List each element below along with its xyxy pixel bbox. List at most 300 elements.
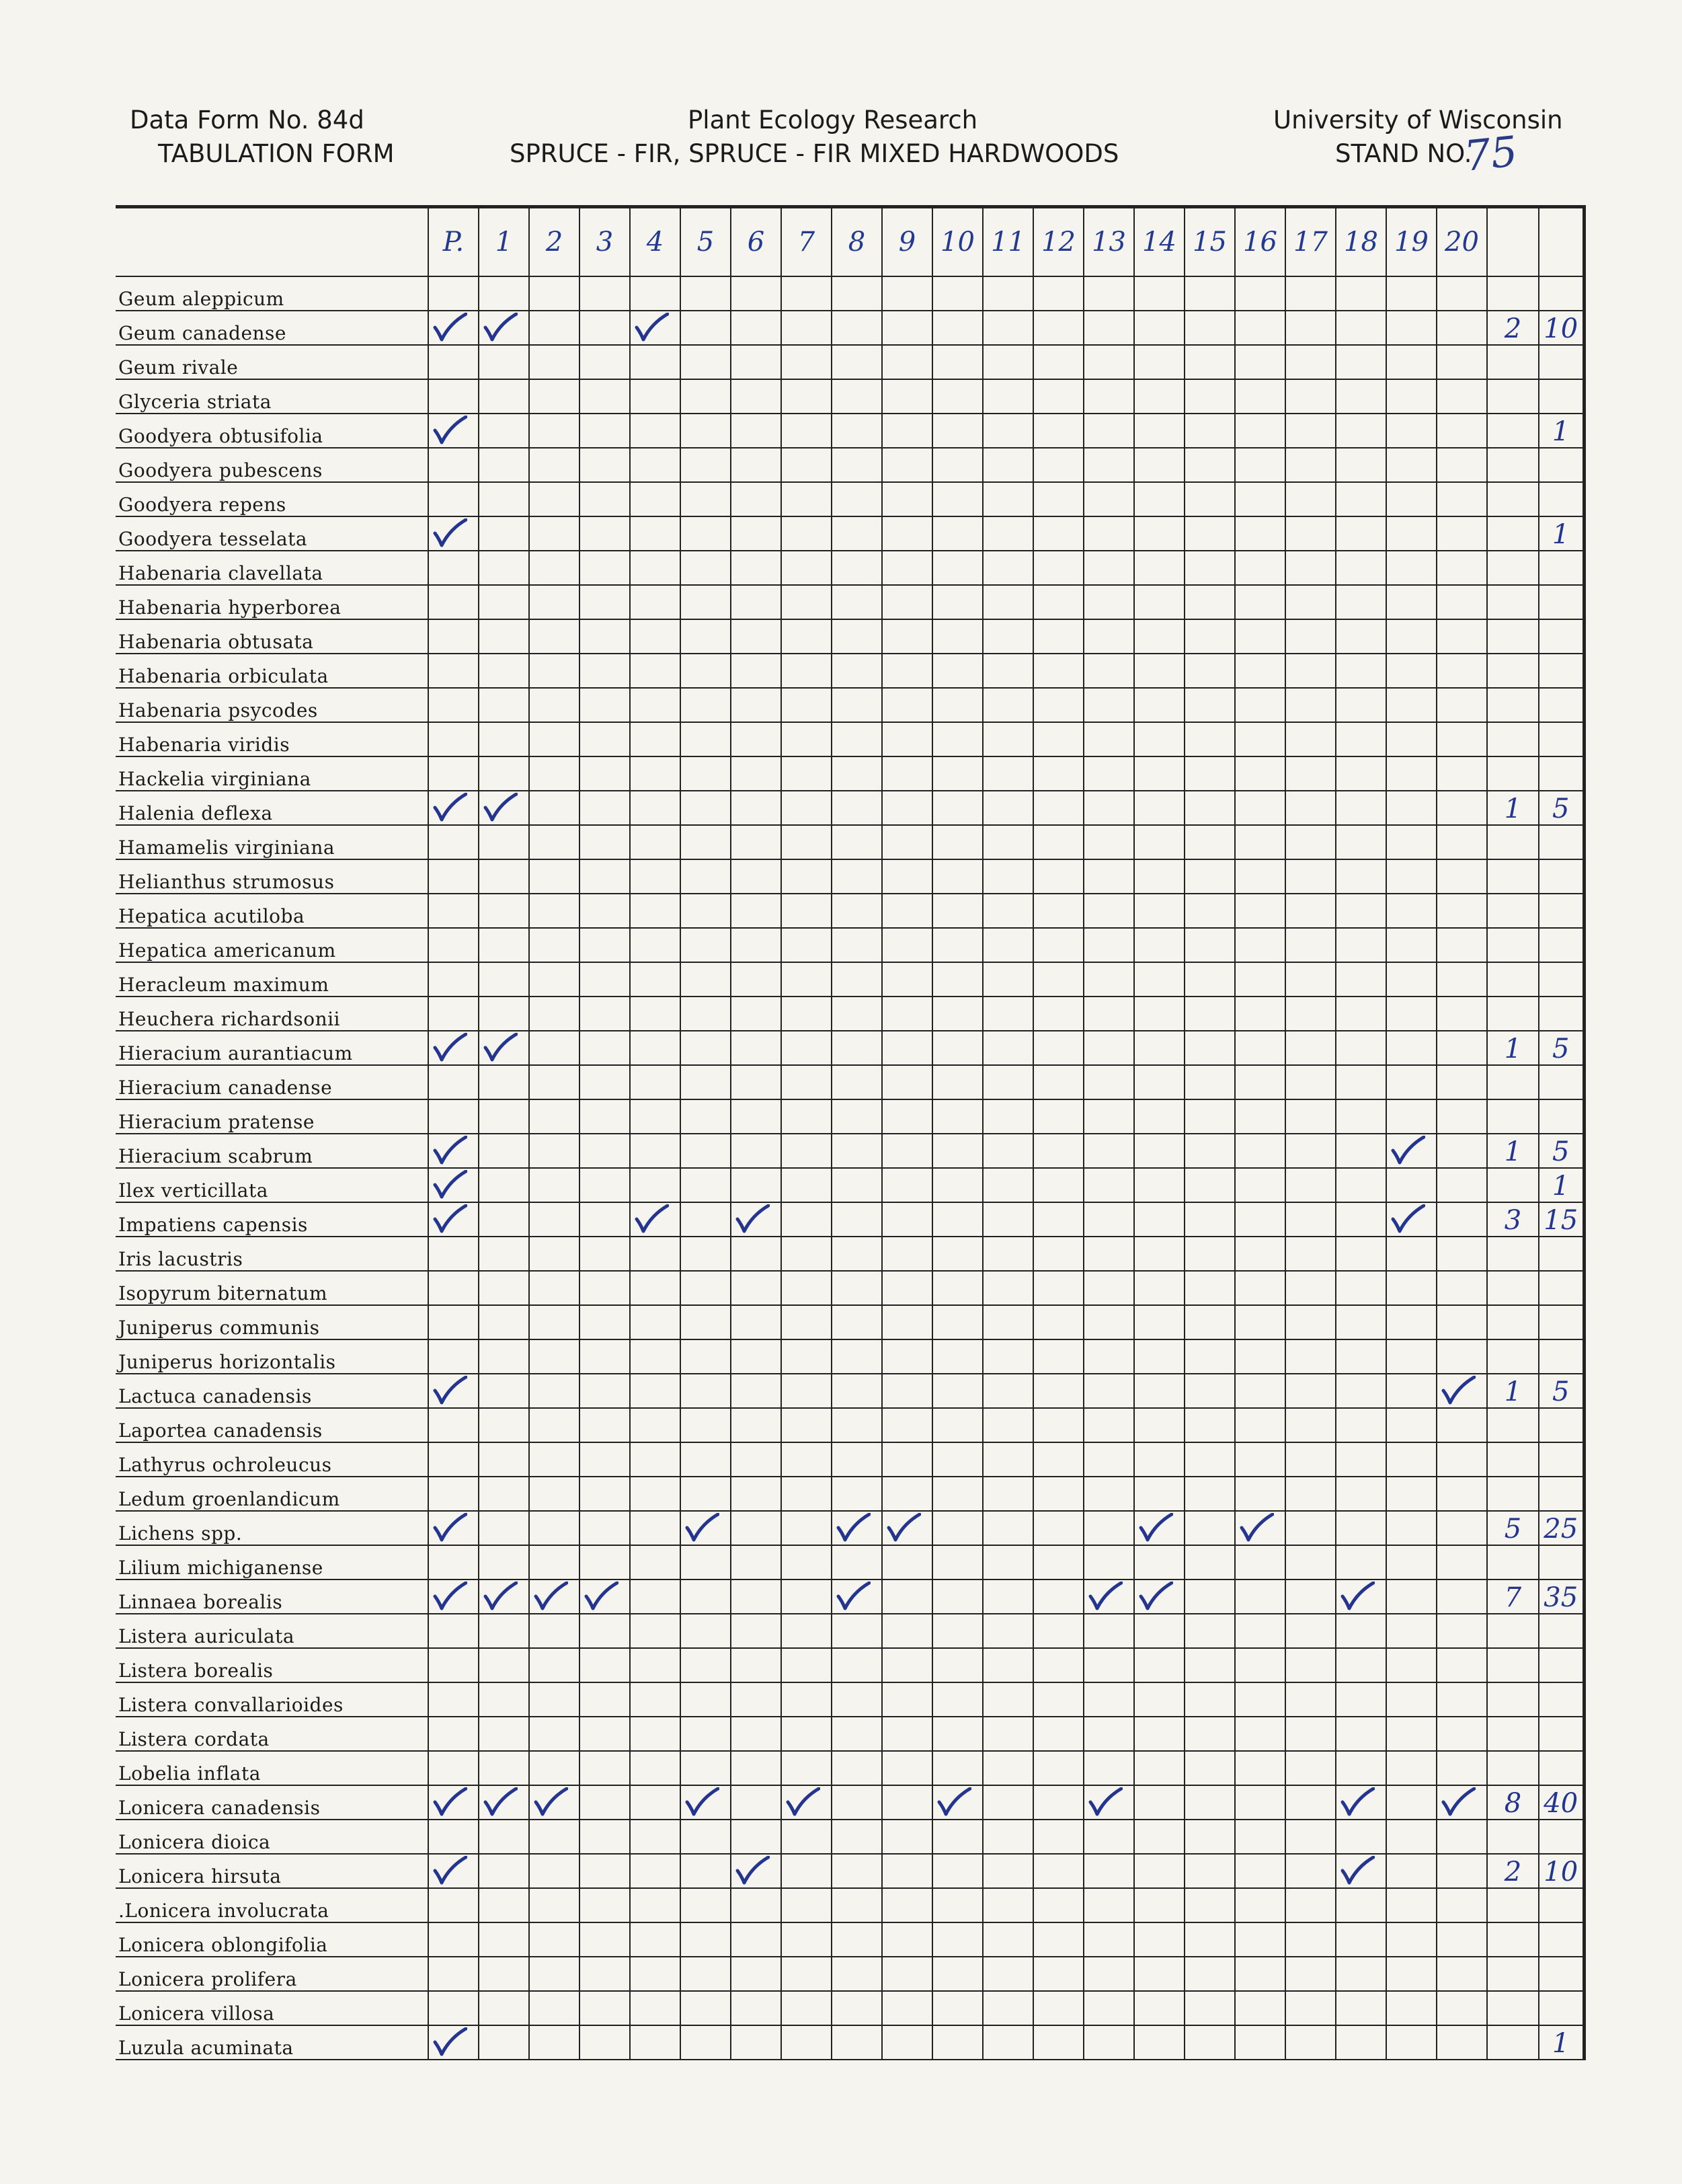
plot-cell: [1185, 997, 1235, 1031]
plot-cell: [479, 2025, 529, 2060]
plot-cell: [579, 1991, 630, 2025]
plot-cell: [428, 1957, 479, 1991]
plot-cell: [932, 1614, 983, 1648]
plot-cell: [680, 1922, 731, 1957]
plot-cell: [1185, 962, 1235, 997]
plot-cell: [579, 482, 630, 516]
plot-cell: [882, 619, 932, 654]
plot-cell: [1084, 1682, 1134, 1717]
plot-cell: [630, 1751, 680, 1785]
occurrence-count: [1487, 722, 1539, 756]
plot-cell: [882, 1717, 932, 1751]
plot-cell: [731, 1031, 781, 1065]
plot-cell: [1235, 482, 1285, 516]
frequency-percent: [1539, 1991, 1584, 2025]
plot-cell: [1185, 1751, 1235, 1785]
plot-cell: [1235, 516, 1285, 551]
plot-cell: [1134, 1957, 1185, 1991]
plot-cell: [832, 1477, 882, 1511]
plot-cell: [1084, 859, 1134, 894]
plot-cell: [781, 516, 832, 551]
frequency-percent: [1539, 345, 1584, 379]
plot-cell: [630, 1305, 680, 1339]
plot-cell: [731, 1854, 781, 1888]
plot-cell: [1185, 482, 1235, 516]
plot-cell: [1033, 1854, 1084, 1888]
plot-cell: [781, 1922, 832, 1957]
stand-number-label: STAND NO.: [1335, 139, 1472, 168]
plot-cell: [1336, 1648, 1386, 1682]
plot-cell: [983, 1922, 1033, 1957]
plot-cell: [983, 928, 1033, 962]
plot-cell: [932, 791, 983, 825]
plot-cell: [1437, 551, 1487, 585]
occurrence-count: [1487, 482, 1539, 516]
plot-cell: [1437, 1854, 1487, 1888]
plot-cell: [1336, 585, 1386, 619]
plot-cell: [781, 276, 832, 311]
plot-cell: [983, 859, 1033, 894]
plot-cell: [1386, 414, 1437, 448]
plot-cell: [1235, 1237, 1285, 1271]
plot-cell: [1386, 928, 1437, 962]
plot-cell: [1336, 1922, 1386, 1957]
plot-cell: [1235, 448, 1285, 482]
plot-cell: [832, 2025, 882, 2060]
plot-cell: [579, 722, 630, 756]
plot-cell: [1235, 756, 1285, 791]
plot-column-header: 3: [579, 207, 630, 277]
plot-cell: [1386, 1580, 1437, 1614]
plot-cell: [680, 1648, 731, 1682]
plot-cell: [932, 1580, 983, 1614]
plot-cell: [428, 1682, 479, 1717]
plot-cell: [680, 311, 731, 345]
plot-cell: [428, 482, 479, 516]
plot-cell: [579, 1854, 630, 1888]
checkmark-icon: [483, 313, 518, 342]
plot-column-header: 19: [1386, 207, 1437, 277]
university-name: University of Wisconsin: [1273, 106, 1563, 134]
plot-cell: [882, 1751, 932, 1785]
plot-cell: [428, 551, 479, 585]
checkmark-icon: [432, 416, 467, 445]
species-row: [116, 1957, 1584, 1991]
plot-cell: [1386, 1614, 1437, 1648]
plot-cell: [983, 1374, 1033, 1408]
plot-cell: [1386, 1888, 1437, 1922]
plot-cell: [1437, 894, 1487, 928]
plot-cell: [1336, 1168, 1386, 1202]
form-type: TABULATION FORM: [158, 139, 395, 168]
plot-column-header: 2: [529, 207, 579, 277]
plot-cell: [630, 482, 680, 516]
species-name: Lichens spp.: [116, 1511, 428, 1545]
plot-cell: [932, 1237, 983, 1271]
plot-cell: [479, 962, 529, 997]
plot-cell: [1285, 1477, 1336, 1511]
plot-cell: [1285, 1991, 1336, 2025]
species-name: .Lonicera involucrata: [116, 1888, 428, 1922]
plot-cell: [731, 1717, 781, 1751]
plot-cell: [882, 516, 932, 551]
plot-cell: [1134, 1031, 1185, 1065]
plot-cell: [1235, 1477, 1285, 1511]
plot-cell: [428, 1168, 479, 1202]
plot-cell: [1386, 1991, 1437, 2025]
plot-cell: [428, 791, 479, 825]
plot-cell: [529, 1511, 579, 1545]
plot-cell: [630, 859, 680, 894]
checkmark-icon: [634, 313, 669, 342]
species-row: [116, 1031, 1584, 1065]
plot-cell: [529, 1957, 579, 1991]
plot-cell: [1134, 1888, 1185, 1922]
plot-cell: [579, 1477, 630, 1511]
plot-cell: [882, 414, 932, 448]
plot-cell: [1235, 619, 1285, 654]
species-name: Hepatica acutiloba: [116, 894, 428, 928]
plot-cell: [1336, 414, 1386, 448]
plot-cell: [731, 1374, 781, 1408]
plot-cell: [731, 448, 781, 482]
plot-cell: [932, 928, 983, 962]
plot-cell: [529, 894, 579, 928]
plot-cell: [579, 1888, 630, 1922]
plot-cell: [882, 962, 932, 997]
plot-cell: [428, 2025, 479, 2060]
plot-cell: [479, 688, 529, 722]
plot-cell: [781, 1237, 832, 1271]
plot-cell: [882, 311, 932, 345]
plot-cell: [680, 1031, 731, 1065]
plot-cell: [731, 1408, 781, 1442]
plot-cell: [1386, 1408, 1437, 1442]
plot-cell: [731, 2025, 781, 2060]
plot-cell: [932, 619, 983, 654]
plot-cell: [1285, 1717, 1336, 1751]
plot-cell: [1336, 1545, 1386, 1580]
plot-cell: [1235, 1271, 1285, 1305]
plot-cell: [630, 585, 680, 619]
plot-cell: [731, 962, 781, 997]
plot-cell: [1185, 2025, 1235, 2060]
plot-cell: [1285, 379, 1336, 414]
species-row: [116, 928, 1584, 962]
plot-cell: [630, 1134, 680, 1168]
plot-cell: [1235, 1922, 1285, 1957]
plot-cell: [1084, 1305, 1134, 1339]
plot-cell: [479, 276, 529, 311]
plot-cell: [1437, 1477, 1487, 1511]
plot-cell: [579, 1134, 630, 1168]
plot-cell: [1437, 688, 1487, 722]
plot-cell: [1033, 894, 1084, 928]
plot-cell: [1285, 1099, 1336, 1134]
plot-cell: [832, 1099, 882, 1134]
plot-cell: [579, 1339, 630, 1374]
species-row: [116, 1202, 1584, 1237]
occurrence-count: 8: [1487, 1785, 1539, 1820]
species-row: [116, 1991, 1584, 2025]
plot-cell: [983, 1545, 1033, 1580]
plot-cell: [1084, 1854, 1134, 1888]
species-row: [116, 276, 1584, 311]
plot-cell: [1185, 1785, 1235, 1820]
plot-cell: [529, 1237, 579, 1271]
plot-cell: [1235, 585, 1285, 619]
plot-column-header: 13: [1084, 207, 1134, 277]
species-row: [116, 311, 1584, 345]
frequency-percent: [1539, 1477, 1584, 1511]
plot-cell: [1437, 1237, 1487, 1271]
plot-cell: [428, 1820, 479, 1854]
species-name: Goodyera tesselata: [116, 516, 428, 551]
plot-cell: [428, 1237, 479, 1271]
plot-cell: [479, 1202, 529, 1237]
plot-cell: [479, 311, 529, 345]
plot-cell: [1437, 1922, 1487, 1957]
plot-cell: [630, 1717, 680, 1751]
plot-cell: [1336, 1991, 1386, 2025]
frequency-percent: [1539, 654, 1584, 688]
occurrence-count: [1487, 1477, 1539, 1511]
plot-cell: [579, 585, 630, 619]
plot-cell: [882, 448, 932, 482]
plot-cell: [479, 1820, 529, 1854]
plot-cell: [1033, 1374, 1084, 1408]
species-name: Lonicera prolifera: [116, 1957, 428, 1991]
plot-cell: [731, 276, 781, 311]
plot-cell: [1033, 928, 1084, 962]
frequency-percent: [1539, 688, 1584, 722]
plot-cell: [882, 894, 932, 928]
plot-cell: [832, 756, 882, 791]
species-name: Lonicera oblongifolia: [116, 1922, 428, 1957]
checkmark-icon: [1088, 1582, 1123, 1611]
occurrence-count: 3: [1487, 1202, 1539, 1237]
plot-cell: [1285, 1339, 1336, 1374]
plot-cell: [832, 928, 882, 962]
plot-cell: [1437, 2025, 1487, 2060]
plot-cell: [731, 688, 781, 722]
plot-cell: [1336, 791, 1386, 825]
occurrence-count: [1487, 1957, 1539, 1991]
plot-cell: [680, 1237, 731, 1271]
plot-cell: [1185, 311, 1235, 345]
checkmark-icon: [432, 1033, 467, 1062]
plot-cell: [680, 585, 731, 619]
plot-cell: [1386, 276, 1437, 311]
plot-cell: [428, 722, 479, 756]
plot-cell: [932, 1271, 983, 1305]
species-row: [116, 1717, 1584, 1751]
plot-cell: [1437, 1648, 1487, 1682]
checkmark-icon: [483, 1582, 518, 1611]
plot-cell: [428, 859, 479, 894]
plot-cell: [1235, 1854, 1285, 1888]
plot-cell: [1134, 1237, 1185, 1271]
frequency-percent: [1539, 551, 1584, 585]
plot-cell: [983, 516, 1033, 551]
plot-cell: [1235, 1442, 1285, 1477]
plot-cell: [731, 859, 781, 894]
plot-cell: [579, 688, 630, 722]
plot-cell: [1285, 722, 1336, 756]
plot-cell: [680, 1545, 731, 1580]
plot-cell: [781, 1511, 832, 1545]
plot-cell: [932, 894, 983, 928]
plot-cell: [1235, 1820, 1285, 1854]
plot-cell: [428, 311, 479, 345]
plot-cell: [1285, 1237, 1336, 1271]
plot-cell: [781, 1648, 832, 1682]
species-row: [116, 1785, 1584, 1820]
plot-cell: [832, 1168, 882, 1202]
plot-cell: [882, 1202, 932, 1237]
plot-cell: [1134, 1922, 1185, 1957]
plot-cell: [1084, 928, 1134, 962]
plot-cell: [1084, 1717, 1134, 1751]
plot-cell: [932, 1751, 983, 1785]
plot-cell: [630, 311, 680, 345]
species-name: Ledum groenlandicum: [116, 1477, 428, 1511]
plot-cell: [983, 997, 1033, 1031]
plot-cell: [1386, 448, 1437, 482]
plot-cell: [781, 859, 832, 894]
plot-cell: [680, 1991, 731, 2025]
plot-cell: [428, 1648, 479, 1682]
plot-cell: [1033, 1442, 1084, 1477]
plot-cell: [731, 1271, 781, 1305]
plot-cell: [932, 516, 983, 551]
plot-cell: [1336, 1339, 1386, 1374]
plot-cell: [781, 1202, 832, 1237]
plot-cell: [1134, 1134, 1185, 1168]
plot-cell: [882, 1168, 932, 1202]
plot-cell: [1336, 516, 1386, 551]
plot-cell: [1134, 1717, 1185, 1751]
plot-cell: [731, 1820, 781, 1854]
plot-cell: [932, 2025, 983, 2060]
plot-cell: [1336, 1271, 1386, 1305]
plot-cell: [529, 1442, 579, 1477]
plot-cell: [428, 1134, 479, 1168]
occurrence-count: 1: [1487, 1134, 1539, 1168]
species-name: Hackelia virginiana: [116, 756, 428, 791]
plot-cell: [1285, 516, 1336, 551]
plot-cell: [680, 997, 731, 1031]
plot-cell: [1386, 2025, 1437, 2060]
plot-cell: [1185, 756, 1235, 791]
plot-cell: [1285, 654, 1336, 688]
plot-cell: [1386, 1785, 1437, 1820]
plot-cell: [1033, 1477, 1084, 1511]
plot-cell: [1285, 894, 1336, 928]
species-row: [116, 1820, 1584, 1854]
plot-cell: [579, 894, 630, 928]
plot-cell: [1134, 1202, 1185, 1237]
plot-cell: [882, 1031, 932, 1065]
checkmark-icon: [836, 1513, 871, 1543]
plot-cell: [1084, 414, 1134, 448]
species-name: Lathyrus ochroleucus: [116, 1442, 428, 1477]
plot-cell: [680, 414, 731, 448]
plot-cell: [1437, 1682, 1487, 1717]
plot-cell: [1033, 1065, 1084, 1099]
plot-cell: [1235, 2025, 1285, 2060]
plot-cell: [1336, 1408, 1386, 1442]
plot-cell: [1185, 928, 1235, 962]
plot-cell: [1437, 654, 1487, 688]
plot-cell: [882, 1580, 932, 1614]
plot-cell: [1033, 1751, 1084, 1785]
plot-cell: [529, 791, 579, 825]
plot-cell: [1134, 1442, 1185, 1477]
plot-cell: [428, 756, 479, 791]
plot-cell: [1033, 1717, 1084, 1751]
plot-cell: [983, 962, 1033, 997]
plot-cell: [579, 654, 630, 688]
occurrence-count: [1487, 1717, 1539, 1751]
species-row: [116, 1854, 1584, 1888]
plot-cell: [1437, 1408, 1487, 1442]
plot-cell: [1084, 379, 1134, 414]
plot-cell: [1084, 962, 1134, 997]
plot-cell: [983, 619, 1033, 654]
species-name: Juniperus horizontalis: [116, 1339, 428, 1374]
plot-cell: [1185, 688, 1235, 722]
plot-cell: [579, 859, 630, 894]
plot-cell: [428, 654, 479, 688]
checkmark-icon: [432, 1582, 467, 1611]
plot-cell: [983, 1339, 1033, 1374]
plot-cell: [630, 1408, 680, 1442]
plot-cell: [882, 379, 932, 414]
plot-cell: [680, 894, 731, 928]
frequency-percent: [1539, 1682, 1584, 1717]
plot-cell: [579, 619, 630, 654]
plot-cell: [479, 1442, 529, 1477]
plot-cell: [1285, 2025, 1336, 2060]
plot-cell: [882, 1820, 932, 1854]
plot-column-header: 17: [1285, 207, 1336, 277]
plot-column-header: 10: [932, 207, 983, 277]
plot-cell: [731, 928, 781, 962]
plot-cell: [579, 1820, 630, 1854]
plot-cell: [983, 379, 1033, 414]
plot-cell: [1437, 619, 1487, 654]
plot-cell: [479, 756, 529, 791]
species-name: Glyceria striata: [116, 379, 428, 414]
plot-cell: [781, 551, 832, 585]
plot-cell: [479, 1682, 529, 1717]
plot-cell: [1437, 276, 1487, 311]
plot-cell: [1285, 1202, 1336, 1237]
plot-cell: [1084, 894, 1134, 928]
species-row: [116, 894, 1584, 928]
checkmark-icon: [483, 793, 518, 822]
checkmark-icon: [483, 1033, 518, 1062]
plot-cell: [1235, 345, 1285, 379]
species-row: [116, 1305, 1584, 1339]
plot-cell: [882, 345, 932, 379]
plot-cell: [428, 345, 479, 379]
plot-cell: [781, 1408, 832, 1442]
plot-cell: [1185, 1991, 1235, 2025]
plot-cell: [932, 1957, 983, 1991]
occurrence-count: [1487, 688, 1539, 722]
